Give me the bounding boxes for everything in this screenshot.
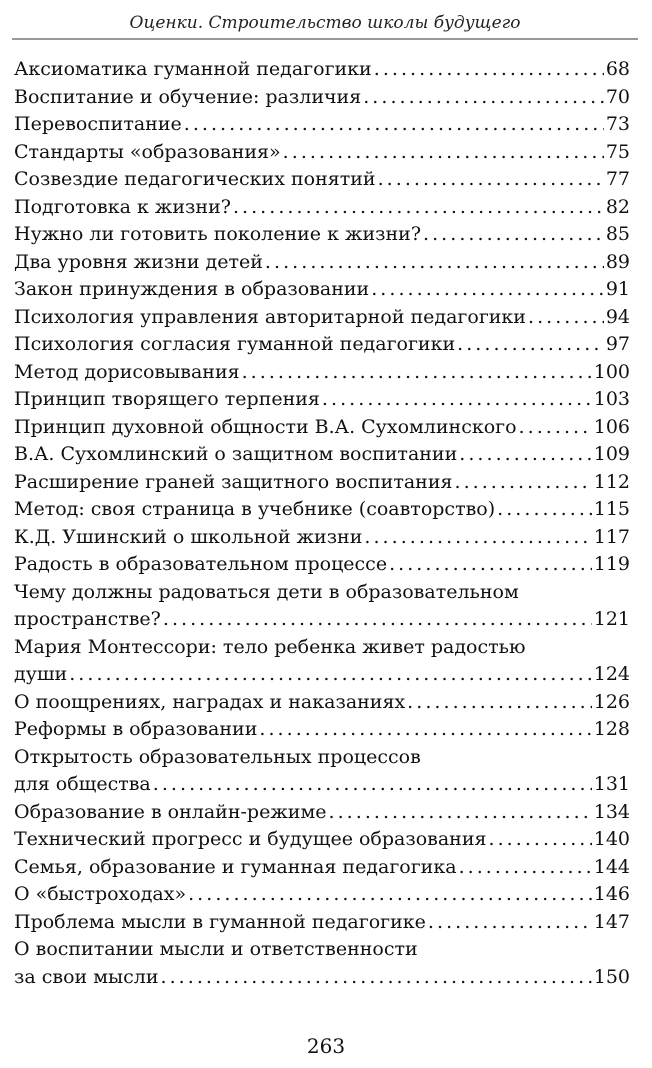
toc-entry — [14, 826, 630, 854]
toc-entry-title: Два уровня жизни детей — [14, 250, 263, 273]
toc-entry-title: Образование в онлайн-режиме — [14, 800, 327, 823]
toc-entry — [14, 496, 630, 524]
toc-entry-title: Воспитание и обучение: различия — [14, 85, 362, 108]
toc-entry-page: 115 — [593, 498, 630, 520]
toc-entry — [14, 386, 630, 414]
dot-leader — [283, 139, 604, 167]
dot-leader — [233, 194, 604, 222]
toc-entry — [14, 634, 630, 689]
dot-leader — [374, 56, 604, 84]
table-of-contents — [14, 56, 630, 991]
toc-entry-page: 103 — [593, 388, 630, 410]
toc-entry — [14, 909, 630, 937]
toc-entry-title: Радость в образовательном процессе — [14, 553, 388, 575]
toc-entry-page: 109 — [593, 443, 630, 465]
toc-entry-title: Принцип духовной общности В.А. Сухомлинского — [14, 415, 517, 438]
toc-entry-page: 146 — [593, 883, 630, 905]
toc-entry-title: Аксиоматика гуманной педагогики — [14, 58, 372, 80]
toc-entry-title: Принцип творящего терпения — [14, 388, 320, 410]
toc-entry-page: 134 — [593, 800, 630, 823]
toc-entry — [14, 194, 630, 222]
dot-leader — [428, 909, 592, 937]
toc-entry-title: пространстве? — [14, 608, 161, 630]
dot-leader — [265, 249, 604, 277]
toc-entry-title: души — [14, 663, 68, 685]
dot-leader — [459, 854, 592, 882]
toc-entry-title: В.А. Сухомлинский о защитном воспитании — [14, 443, 458, 465]
toc-entry-title: Подготовка к жизни? — [14, 195, 231, 218]
toc-entry — [14, 56, 630, 84]
toc-entry-page: 75 — [605, 140, 630, 163]
dot-leader — [364, 524, 591, 552]
toc-entry — [14, 139, 630, 167]
toc-entry-page: 94 — [605, 305, 630, 328]
toc-entry-title: Нужно ли готовить поколение к жизни? — [14, 223, 422, 245]
dot-leader — [519, 414, 592, 442]
toc-entry-page: 97 — [605, 333, 630, 355]
toc-entry-page: 144 — [593, 855, 630, 878]
dot-leader — [363, 84, 604, 112]
toc-entry-title-line: О воспитании мысли и ответственности — [14, 938, 418, 960]
toc-entry-title: Перевоспитание — [14, 113, 182, 135]
dot-leader — [322, 386, 592, 414]
toc-entry-title: Стандарты «образования» — [14, 140, 281, 163]
toc-entry-page: 100 — [593, 360, 630, 383]
dot-leader — [389, 551, 592, 579]
toc-entry-title: О «быстроходах» — [14, 883, 187, 905]
toc-entry-title: за свои мысли — [14, 965, 159, 988]
toc-entry-page: 73 — [605, 113, 630, 135]
toc-entry — [14, 854, 630, 882]
toc-entry-title: Созвездие педагогических понятий — [14, 168, 376, 190]
toc-entry — [14, 166, 630, 194]
toc-entry-page: 89 — [605, 250, 630, 273]
toc-entry — [14, 689, 630, 717]
toc-entry — [14, 744, 630, 799]
dot-leader — [153, 771, 592, 799]
toc-entry-page: 106 — [593, 415, 630, 438]
toc-entry-page: 147 — [593, 910, 630, 933]
toc-entry — [14, 881, 630, 909]
dot-leader — [329, 799, 592, 827]
toc-entry-page: 131 — [593, 773, 630, 795]
toc-entry-title: Метод дорисовывания — [14, 360, 240, 383]
toc-entry-page: 119 — [593, 553, 630, 575]
toc-entry — [14, 221, 630, 249]
toc-entry-page: 91 — [605, 278, 630, 300]
toc-entry-title: для общества — [14, 773, 151, 795]
toc-entry-title: Метод: своя страница в учебнике (соавторство) — [14, 498, 496, 520]
toc-entry — [14, 331, 630, 359]
toc-entry-title: Технический прогресс и будущее образования — [14, 828, 487, 850]
toc-entry-page: 85 — [605, 223, 630, 245]
toc-entry-title: Проблема мысли в гуманной педагогике — [14, 910, 426, 933]
dot-leader — [188, 881, 592, 909]
toc-entry — [14, 441, 630, 469]
toc-entry-page: 121 — [593, 608, 630, 630]
toc-entry-title: Психология управления авторитарной педагогики — [14, 305, 526, 328]
toc-entry — [14, 84, 630, 112]
toc-entry — [14, 551, 630, 579]
dot-leader — [497, 496, 592, 524]
dot-leader — [163, 606, 592, 634]
dot-leader — [457, 331, 604, 359]
toc-entry — [14, 359, 630, 387]
toc-entry-title: Реформы в образовании — [14, 718, 258, 740]
dot-leader — [161, 964, 592, 992]
toc-entry — [14, 304, 630, 332]
dot-leader — [69, 661, 592, 689]
dot-leader — [528, 304, 604, 332]
toc-entry — [14, 524, 630, 552]
toc-entry-page: 126 — [593, 690, 630, 713]
dot-leader — [459, 441, 591, 469]
toc-entry — [14, 936, 630, 991]
toc-entry — [14, 276, 630, 304]
dot-leader — [407, 689, 592, 717]
toc-entry-page: 117 — [593, 525, 630, 548]
dot-leader — [423, 221, 604, 249]
dot-leader — [184, 111, 604, 139]
dot-leader — [259, 716, 591, 744]
toc-entry-title: К.Д. Ушинский о школьной жизни — [14, 525, 363, 548]
toc-entry — [14, 414, 630, 442]
toc-entry-title: Семья, образование и гуманная педагогика — [14, 855, 457, 878]
dot-leader — [454, 469, 591, 497]
toc-entry — [14, 469, 630, 497]
toc-entry-title-line: Открытость образовательных процессов — [14, 745, 421, 768]
toc-entry-page: 68 — [605, 58, 630, 80]
toc-entry-title: Расширение граней защитного воспитания — [14, 470, 453, 493]
toc-entry — [14, 579, 630, 634]
toc-entry-title: О поощрениях, наградах и наказаниях — [14, 690, 406, 713]
toc-entry-page: 150 — [593, 965, 630, 988]
toc-entry — [14, 249, 630, 277]
dot-leader — [371, 276, 604, 304]
toc-entry-page: 140 — [593, 828, 630, 850]
toc-entry-page: 124 — [593, 663, 630, 685]
toc-entry-title: Закон принуждения в образовании — [14, 278, 370, 300]
toc-entry — [14, 799, 630, 827]
dot-leader — [378, 166, 604, 194]
toc-entry-page: 128 — [593, 718, 630, 740]
toc-entry — [14, 111, 630, 139]
page-number: 263 — [306, 1034, 346, 1058]
toc-entry-page: 70 — [605, 85, 630, 108]
toc-entry-title-line: Мария Монтессори: тело ребенка живет радостью — [14, 635, 526, 658]
dot-leader — [489, 826, 592, 854]
toc-entry-title: Психология согласия гуманной педагогики — [14, 333, 456, 355]
toc-entry-page: 77 — [605, 168, 630, 190]
toc-entry-page: 82 — [605, 195, 630, 218]
toc-entry-page: 112 — [593, 470, 630, 493]
running-header: Оценки. Строительство школы будущего — [12, 8, 638, 40]
dot-leader — [242, 359, 592, 387]
toc-entry — [14, 716, 630, 744]
toc-entry-title-line: Чему должны радоваться дети в образовательном — [14, 580, 519, 603]
